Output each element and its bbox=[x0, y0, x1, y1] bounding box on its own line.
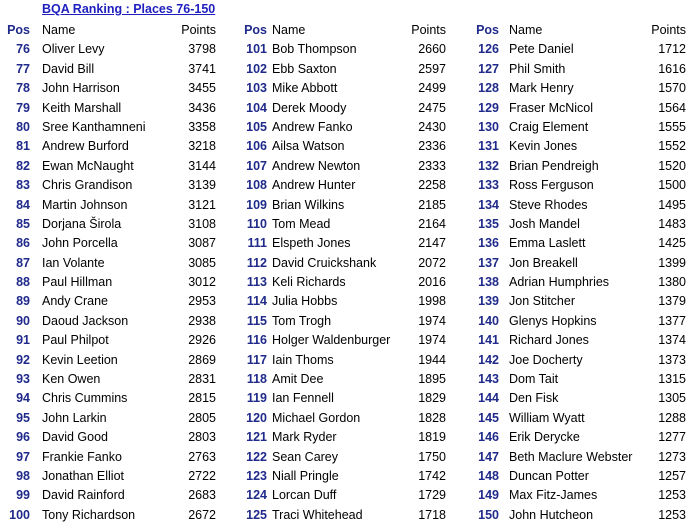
position-cell: 89 bbox=[16, 294, 30, 309]
player-name-cell: Brian Wilkins bbox=[272, 197, 345, 212]
position-cell: 144 bbox=[478, 391, 499, 406]
points-cell: 1373 bbox=[658, 352, 686, 367]
position-cell: 118 bbox=[246, 372, 267, 387]
points-cell: 1998 bbox=[418, 294, 446, 309]
position-cell: 139 bbox=[478, 294, 499, 309]
player-name-cell: Andrew Newton bbox=[272, 158, 361, 173]
position-cell: 146 bbox=[478, 430, 499, 445]
position-cell: 116 bbox=[246, 333, 267, 348]
player-name-cell: David Rainford bbox=[42, 488, 125, 503]
points-cell: 2185 bbox=[418, 197, 446, 212]
position-cell: 106 bbox=[246, 139, 267, 154]
position-cell: 125 bbox=[246, 507, 267, 522]
points-cell: 1305 bbox=[658, 391, 686, 406]
points-cell: 2763 bbox=[188, 449, 216, 464]
position-cell: 123 bbox=[246, 468, 267, 483]
player-name-cell: Kevin Jones bbox=[509, 139, 578, 154]
position-cell: 84 bbox=[16, 197, 30, 212]
points-cell: 2336 bbox=[418, 139, 446, 154]
position-cell: 110 bbox=[246, 216, 267, 231]
points-cell: 2953 bbox=[188, 294, 216, 309]
points-cell: 1552 bbox=[658, 139, 686, 154]
player-name-cell: Tom Mead bbox=[272, 216, 331, 231]
player-name-cell: William Wyatt bbox=[509, 410, 585, 425]
position-cell: 134 bbox=[478, 197, 499, 212]
player-name-cell: David Bill bbox=[42, 61, 95, 76]
points-cell: 2803 bbox=[188, 430, 216, 445]
points-cell: 1742 bbox=[418, 468, 446, 483]
position-cell: 142 bbox=[478, 352, 499, 367]
points-cell: 2672 bbox=[188, 507, 216, 522]
points-cell: 2016 bbox=[418, 275, 446, 290]
points-cell: 1253 bbox=[658, 507, 686, 522]
player-name-cell: Duncan Potter bbox=[509, 468, 589, 483]
points-cell: 1288 bbox=[658, 410, 686, 425]
player-name-cell: Paul Hillman bbox=[42, 275, 113, 290]
points-cell: 1570 bbox=[658, 81, 686, 96]
player-name-cell: Josh Mandel bbox=[509, 216, 580, 231]
points-cell: 2660 bbox=[418, 42, 446, 57]
position-cell: 129 bbox=[478, 100, 499, 115]
points-cell: 3741 bbox=[188, 61, 216, 76]
player-name-cell: Pete Daniel bbox=[509, 42, 574, 57]
pos-header: Pos bbox=[476, 23, 499, 37]
position-cell: 115 bbox=[246, 313, 267, 328]
points-cell: 3085 bbox=[188, 255, 216, 270]
position-cell: 112 bbox=[246, 255, 267, 270]
points-cell: 3358 bbox=[188, 119, 216, 134]
position-cell: 107 bbox=[246, 158, 267, 173]
position-cell: 95 bbox=[16, 410, 30, 425]
points-cell: 2475 bbox=[418, 100, 446, 115]
player-name-cell: David Cruickshank bbox=[272, 255, 377, 270]
position-cell: 88 bbox=[16, 275, 30, 290]
points-cell: 1828 bbox=[418, 410, 446, 425]
points-cell: 2831 bbox=[188, 372, 216, 387]
position-cell: 92 bbox=[16, 352, 30, 367]
player-name-cell: Dom Tait bbox=[509, 372, 559, 387]
player-name-cell: Traci Whitehead bbox=[272, 507, 363, 522]
points-cell: 3139 bbox=[188, 178, 216, 193]
points-header: Points bbox=[411, 23, 446, 37]
points-cell: 1374 bbox=[658, 333, 686, 348]
player-name-cell: Kevin Leetion bbox=[42, 352, 118, 367]
points-cell: 1257 bbox=[658, 468, 686, 483]
player-name-cell: Ebb Saxton bbox=[272, 61, 337, 76]
player-name-cell: John Harrison bbox=[42, 81, 120, 96]
position-cell: 120 bbox=[246, 410, 267, 425]
points-cell: 1425 bbox=[658, 236, 686, 251]
points-cell: 2926 bbox=[188, 333, 216, 348]
points-cell: 3218 bbox=[188, 139, 216, 154]
position-cell: 90 bbox=[16, 313, 30, 328]
player-name-cell: Mike Abbott bbox=[272, 81, 338, 96]
position-cell: 111 bbox=[247, 236, 267, 251]
position-cell: 76 bbox=[16, 42, 30, 57]
player-name-cell: Oliver Levy bbox=[42, 42, 105, 57]
points-cell: 1483 bbox=[658, 216, 686, 231]
player-name-cell: Chris Cummins bbox=[42, 391, 128, 406]
player-name-cell: Mark Ryder bbox=[272, 430, 337, 445]
position-cell: 117 bbox=[246, 352, 267, 367]
position-cell: 130 bbox=[478, 119, 499, 134]
player-name-cell: Ken Owen bbox=[42, 372, 101, 387]
position-cell: 85 bbox=[16, 216, 30, 231]
position-cell: 81 bbox=[16, 139, 30, 154]
position-cell: 141 bbox=[478, 333, 499, 348]
player-name-cell: Julia Hobbs bbox=[272, 294, 338, 309]
points-cell: 1616 bbox=[658, 61, 686, 76]
points-cell: 1712 bbox=[658, 42, 686, 57]
position-cell: 127 bbox=[478, 61, 499, 76]
points-cell: 2938 bbox=[188, 313, 216, 328]
position-cell: 122 bbox=[246, 449, 267, 464]
player-name-cell: Frankie Fanko bbox=[42, 449, 122, 464]
points-cell: 1729 bbox=[418, 488, 446, 503]
player-name-cell: Keli Richards bbox=[272, 275, 346, 290]
points-cell: 3144 bbox=[188, 158, 216, 173]
position-cell: 135 bbox=[478, 216, 499, 231]
points-cell: 1718 bbox=[418, 507, 446, 522]
position-cell: 99 bbox=[16, 488, 30, 503]
player-name-cell: Beth Maclure Webster bbox=[509, 449, 633, 464]
position-cell: 87 bbox=[16, 255, 30, 270]
player-name-cell: John Larkin bbox=[42, 410, 107, 425]
position-cell: 132 bbox=[478, 158, 499, 173]
position-cell: 108 bbox=[246, 178, 267, 193]
player-name-cell: Mark Henry bbox=[509, 81, 574, 96]
player-name-cell: Andy Crane bbox=[42, 294, 109, 309]
position-cell: 83 bbox=[16, 178, 30, 193]
position-cell: 128 bbox=[478, 81, 499, 96]
player-name-cell: Derek Moody bbox=[272, 100, 347, 115]
points-cell: 2430 bbox=[418, 119, 446, 134]
position-cell: 79 bbox=[16, 100, 30, 115]
position-cell: 109 bbox=[246, 197, 267, 212]
position-cell: 97 bbox=[16, 449, 30, 464]
position-cell: 113 bbox=[246, 275, 267, 290]
points-cell: 2499 bbox=[418, 81, 446, 96]
points-cell: 3121 bbox=[188, 197, 216, 212]
player-name-cell: Steve Rhodes bbox=[509, 197, 588, 212]
player-name-cell: Richard Jones bbox=[509, 333, 589, 348]
player-name-cell: Joe Docherty bbox=[509, 352, 583, 367]
points-cell: 1399 bbox=[658, 255, 686, 270]
points-cell: 1380 bbox=[658, 275, 686, 290]
player-name-cell: Emma Laslett bbox=[509, 236, 586, 251]
position-cell: 86 bbox=[16, 236, 30, 251]
position-cell: 77 bbox=[16, 61, 30, 76]
player-name-cell: Ewan McNaught bbox=[42, 158, 134, 173]
position-cell: 114 bbox=[246, 294, 267, 309]
position-cell: 102 bbox=[246, 61, 267, 76]
player-name-cell: Max Fitz-James bbox=[509, 488, 598, 503]
player-name-cell: Ian Fennell bbox=[272, 391, 334, 406]
position-cell: 105 bbox=[246, 119, 267, 134]
position-cell: 137 bbox=[478, 255, 499, 270]
position-cell: 82 bbox=[16, 158, 30, 173]
player-name-cell: Tom Trogh bbox=[272, 313, 332, 328]
position-cell: 91 bbox=[16, 333, 30, 348]
position-cell: 94 bbox=[16, 391, 30, 406]
points-cell: 2258 bbox=[418, 178, 446, 193]
player-name-cell: Amit Dee bbox=[272, 372, 324, 387]
player-name-cell: Lorcan Duff bbox=[272, 488, 337, 503]
points-cell: 2597 bbox=[418, 61, 446, 76]
player-name-cell: Craig Element bbox=[509, 119, 589, 134]
points-cell: 1277 bbox=[658, 430, 686, 445]
position-cell: 104 bbox=[246, 100, 267, 115]
points-cell: 2072 bbox=[418, 255, 446, 270]
player-name-cell: John Hutcheon bbox=[509, 507, 594, 522]
points-cell: 2869 bbox=[188, 352, 216, 367]
points-cell: 1819 bbox=[418, 430, 446, 445]
points-cell: 1974 bbox=[418, 333, 446, 348]
points-cell: 3108 bbox=[188, 216, 216, 231]
player-name-cell: Andrew Hunter bbox=[272, 178, 356, 193]
player-name-cell: David Good bbox=[42, 430, 109, 445]
points-cell: 1944 bbox=[418, 352, 446, 367]
position-cell: 80 bbox=[16, 119, 30, 134]
player-name-cell: Iain Thoms bbox=[272, 352, 334, 367]
position-cell: 126 bbox=[478, 42, 499, 57]
points-header: Points bbox=[181, 23, 216, 37]
player-name-cell: Jon Breakell bbox=[509, 255, 578, 270]
player-name-cell: Daoud Jackson bbox=[42, 313, 129, 328]
player-name-cell: Michael Gordon bbox=[272, 410, 361, 425]
player-name-cell: Sean Carey bbox=[272, 449, 339, 464]
points-cell: 1750 bbox=[418, 449, 446, 464]
player-name-cell: Niall Pringle bbox=[272, 468, 339, 483]
player-name-cell: Andrew Burford bbox=[42, 139, 129, 154]
points-cell: 3798 bbox=[188, 42, 216, 57]
points-cell: 3087 bbox=[188, 236, 216, 251]
player-name-cell: Jonathan Elliot bbox=[42, 468, 125, 483]
position-cell: 131 bbox=[478, 139, 499, 154]
position-cell: 147 bbox=[478, 449, 499, 464]
position-cell: 150 bbox=[478, 507, 499, 522]
points-cell: 1379 bbox=[658, 294, 686, 309]
name-header: Name bbox=[42, 23, 76, 37]
position-cell: 148 bbox=[478, 468, 499, 483]
player-name-cell: Sree Kanthamneni bbox=[42, 119, 146, 134]
position-cell: 149 bbox=[478, 488, 499, 503]
player-name-cell: Keith Marshall bbox=[42, 100, 122, 115]
points-cell: 2815 bbox=[188, 391, 216, 406]
position-cell: 145 bbox=[478, 410, 499, 425]
player-name-cell: Ailsa Watson bbox=[272, 139, 345, 154]
player-name-cell: Glenys Hopkins bbox=[509, 313, 597, 328]
position-cell: 101 bbox=[246, 42, 267, 57]
points-cell: 1253 bbox=[658, 488, 686, 503]
player-name-cell: Ross Ferguson bbox=[509, 178, 594, 193]
player-name-cell: Bob Thompson bbox=[272, 42, 357, 57]
player-name-cell: Chris Grandison bbox=[42, 178, 133, 193]
position-cell: 100 bbox=[9, 507, 30, 522]
position-cell: 96 bbox=[16, 430, 30, 445]
points-cell: 3012 bbox=[188, 275, 216, 290]
player-name-cell: Andrew Fanko bbox=[272, 119, 353, 134]
name-header: Name bbox=[509, 23, 543, 37]
position-cell: 103 bbox=[246, 81, 267, 96]
points-cell: 1315 bbox=[658, 372, 686, 387]
player-name-cell: Dorjana Širola bbox=[42, 216, 122, 231]
points-cell: 3436 bbox=[188, 100, 216, 115]
player-name-cell: Martin Johnson bbox=[42, 197, 128, 212]
position-cell: 119 bbox=[246, 391, 267, 406]
position-cell: 124 bbox=[246, 488, 267, 503]
points-cell: 1895 bbox=[418, 372, 446, 387]
points-cell: 2147 bbox=[418, 236, 446, 251]
pos-header: Pos bbox=[7, 23, 30, 37]
points-cell: 1495 bbox=[658, 197, 686, 212]
points-cell: 1829 bbox=[418, 391, 446, 406]
position-cell: 136 bbox=[478, 236, 499, 251]
player-name-cell: Den Fisk bbox=[509, 391, 559, 406]
position-cell: 138 bbox=[478, 275, 499, 290]
points-cell: 1377 bbox=[658, 313, 686, 328]
points-cell: 1273 bbox=[658, 449, 686, 464]
position-cell: 140 bbox=[478, 313, 499, 328]
player-name-cell: Holger Waldenburger bbox=[272, 333, 391, 348]
player-name-cell: Brian Pendreigh bbox=[509, 158, 599, 173]
position-cell: 78 bbox=[16, 81, 30, 96]
pos-header: Pos bbox=[244, 23, 267, 37]
points-cell: 2722 bbox=[188, 468, 216, 483]
position-cell: 93 bbox=[16, 372, 30, 387]
player-name-cell: Tony Richardson bbox=[42, 507, 136, 522]
position-cell: 98 bbox=[16, 468, 30, 483]
player-name-cell: Jon Stitcher bbox=[509, 294, 576, 309]
points-cell: 1500 bbox=[658, 178, 686, 193]
points-cell: 1564 bbox=[658, 100, 686, 115]
page-title-link[interactable]: BQA Ranking : Places 76-150 bbox=[42, 2, 216, 16]
position-cell: 143 bbox=[478, 372, 499, 387]
points-cell: 1974 bbox=[418, 313, 446, 328]
player-name-cell: John Porcella bbox=[42, 236, 118, 251]
name-header: Name bbox=[272, 23, 306, 37]
position-cell: 121 bbox=[246, 430, 267, 445]
points-cell: 2683 bbox=[188, 488, 216, 503]
player-name-cell: Elspeth Jones bbox=[272, 236, 351, 251]
player-name-cell: Paul Philpot bbox=[42, 333, 109, 348]
player-name-cell: Fraser McNicol bbox=[509, 100, 594, 115]
player-name-cell: Adrian Humphries bbox=[509, 275, 610, 290]
position-cell: 133 bbox=[478, 178, 499, 193]
player-name-cell: Erik Derycke bbox=[509, 430, 580, 445]
points-cell: 2333 bbox=[418, 158, 446, 173]
points-cell: 2805 bbox=[188, 410, 216, 425]
points-cell: 1520 bbox=[658, 158, 686, 173]
player-name-cell: Ian Volante bbox=[42, 255, 105, 270]
points-header: Points bbox=[651, 23, 686, 37]
points-cell: 3455 bbox=[188, 81, 216, 96]
player-name-cell: Phil Smith bbox=[509, 61, 566, 76]
points-cell: 2164 bbox=[418, 216, 446, 231]
points-cell: 1555 bbox=[658, 119, 686, 134]
